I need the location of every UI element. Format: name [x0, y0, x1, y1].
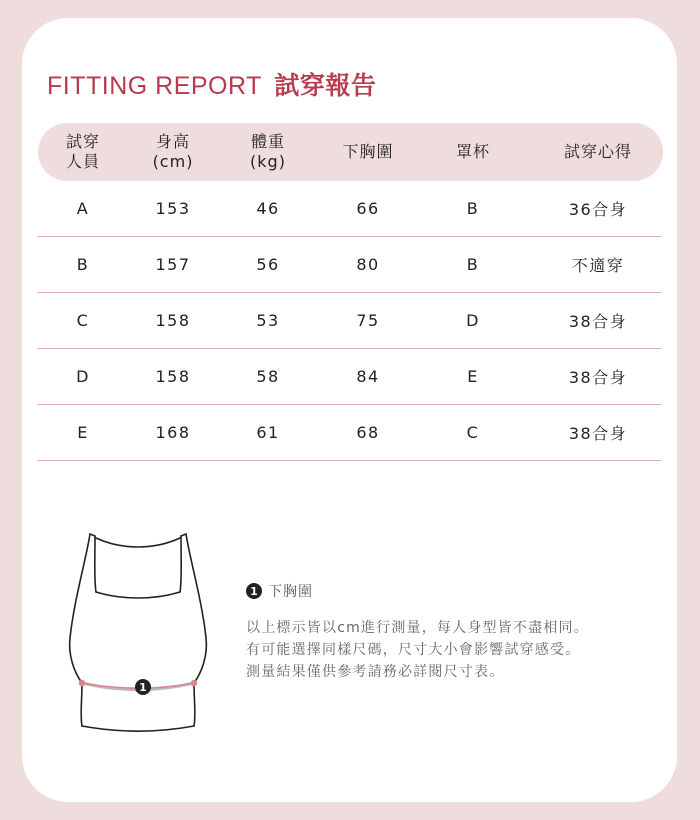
cell-feedback: 不適穿: [571, 255, 625, 275]
cell-tester: C: [76, 310, 90, 330]
cell-weight: 46: [256, 198, 280, 218]
cell-weight: 56: [256, 254, 280, 274]
table-row: [38, 292, 661, 349]
legend: [246, 581, 313, 601]
cell-cup: D: [466, 310, 480, 330]
cell-feedback: 38合身: [568, 311, 628, 331]
cell-tester: A: [76, 198, 90, 218]
title-chinese: 試穿報告: [274, 71, 377, 100]
cell-height: 168: [155, 422, 191, 442]
bra-top-illustration: [62, 520, 232, 740]
cell-cup: B: [466, 198, 480, 218]
cell-cup: B: [466, 254, 480, 274]
title-english: FITTING REPORT: [47, 72, 262, 100]
underbust-marker-number: 1: [139, 681, 147, 694]
cell-height: 157: [155, 254, 191, 274]
cell-weight: 53: [256, 310, 280, 330]
table-row: [38, 348, 661, 405]
header-cup: 罩杯: [455, 142, 490, 161]
legend-label: 下胸圍: [268, 584, 313, 600]
measurement-note: [246, 617, 656, 683]
cell-tester: E: [77, 422, 89, 442]
cell-tester: B: [76, 254, 90, 274]
header-feedback: 試穿心得: [563, 142, 632, 161]
marker-one-icon: 1: [246, 583, 262, 599]
header-height: 身高 (cm): [152, 132, 194, 171]
cell-underbust: 68: [356, 422, 380, 442]
header-tester: 試穿 人員: [65, 132, 100, 171]
cell-cup: C: [466, 422, 480, 442]
page-title: [47, 66, 376, 102]
cell-feedback: 38合身: [568, 367, 628, 387]
table-row: [38, 404, 661, 461]
note-line: 測量結果僅供參考請務必詳閱尺寸表。: [246, 664, 505, 680]
note-line: 以上標示皆以cm進行測量，每人身型皆不盡相同。: [246, 620, 589, 636]
cell-tester: D: [76, 366, 90, 386]
table-row: [38, 180, 661, 237]
cell-underbust: 84: [356, 366, 380, 386]
cell-height: 153: [155, 198, 191, 218]
cell-underbust: 75: [356, 310, 380, 330]
note-line: 有可能選擇同樣尺碼，尺寸大小會影響試穿感受。: [246, 642, 581, 658]
cell-weight: 58: [256, 366, 280, 386]
cell-height: 158: [155, 310, 191, 330]
cell-height: 158: [155, 366, 191, 386]
cell-cup: E: [467, 366, 479, 386]
cell-feedback: 36合身: [568, 199, 628, 219]
cell-underbust: 66: [356, 198, 380, 218]
header-underbust: 下胸圍: [342, 142, 394, 161]
cell-underbust: 80: [356, 254, 380, 274]
table-row: [38, 236, 661, 293]
cell-feedback: 38合身: [568, 423, 628, 443]
header-weight: 體重 (kg): [250, 132, 286, 171]
cell-weight: 61: [256, 422, 280, 442]
table-header: [38, 123, 663, 181]
